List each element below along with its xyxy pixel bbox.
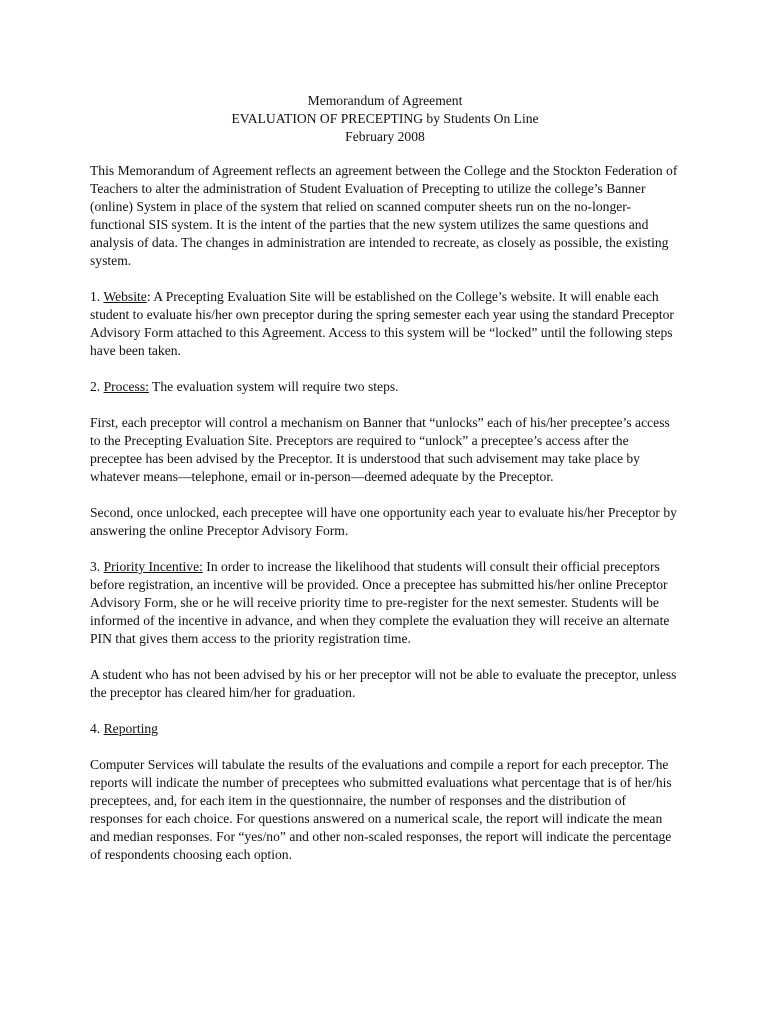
memo-title: Memorandum of Agreement [307,93,463,108]
section-heading-process: Process: [103,379,149,394]
section-heading-priority-incentive: Priority Incentive: [103,559,203,574]
section-website [90,288,680,360]
reporting-paragraph: Computer Services will tabulate the results of the evaluations and compile a report for each preceptor. The reports will indicate the number of preceptees who submitted evaluations what percentage that is of her/his preceptees, and, for each item in the questionnaire, the number of responses and the distribution of responses for each choice. For questions answered on a numerical scale, the report will indicate the mean and median responses. For “yes/no” and other non-scaled responses, the report will indicate the percentage of respondents choosing each option. [90,757,672,862]
process-step-one: First, each preceptor will control a mechanism on Banner that “unlocks” each of his/her preceptee’s access to the Precepting Evaluation Site. Preceptors are required to “unlock” a preceptee’s access after the preceptee has been advised by the Preceptor. It is understood that such advisement may take place by whatever means—telephone, email or in-person—deemed adequate by the Preceptor. [90,415,670,484]
section-number: 3. [90,559,104,574]
memo-subtitle: EVALUATION OF PRECEPTING by Students On Line [231,111,539,126]
section-heading-website: Website [103,289,147,304]
incentive-note: A student who has not been advised by his or her preceptor will not be able to evaluate the preceptor, unless the preceptor has cleared him/her for graduation. [90,667,677,700]
section-body: : A Precepting Evaluation Site will be established on the College’s website. It will enable each student to evaluate his/her own preceptor during the spring semester each year using the standard Preceptor Advisory Form attached to this Agreement. Access to this system will be “locked” until the following steps have been taken. [90,289,674,358]
section-heading-reporting: Reporting [103,721,158,736]
section-body: The evaluation system will require two steps. [148,379,399,394]
section-reporting [90,720,680,738]
section-number: 1. [90,289,104,304]
process-step-two: Second, once unlocked, each preceptee will have one opportunity each year to evaluate his/her Preceptor by answering the online Preceptor Advisory Form. [90,505,677,538]
section-number: 2. [90,379,104,394]
section-number: 4. [90,721,104,736]
section-body: In order to increase the likelihood that students will consult their official preceptors before registration, an incentive will be provided. Once a preceptee has submitted his/her online Preceptor Advisory Form, she or he will receive priority time to pre-register for the next semester. Students will be informed of the incentive in advance, and when they complete the evaluation they will receive an alternate PIN that gives them access to the priority registration time. [90,559,670,646]
intro-paragraph: This Memorandum of Agreement reflects an agreement between the College and the Stockton Federation of Teachers to alter the administration of Student Evaluation of Precepting to utilize the college’s Banner (online) System in place of the system that relied on scanned computer sheets run on the no-longer-functional SIS system. It is the intent of the parties that the new system utilizes the same questions and analysis of data. The changes in administration are intended to recreate, as closely as possible, the existing system. [90,163,678,268]
section-priority-incentive [90,558,680,648]
memo-header [90,92,680,146]
document-page [90,92,680,882]
section-process [90,378,680,396]
memo-date: February 2008 [345,129,425,144]
